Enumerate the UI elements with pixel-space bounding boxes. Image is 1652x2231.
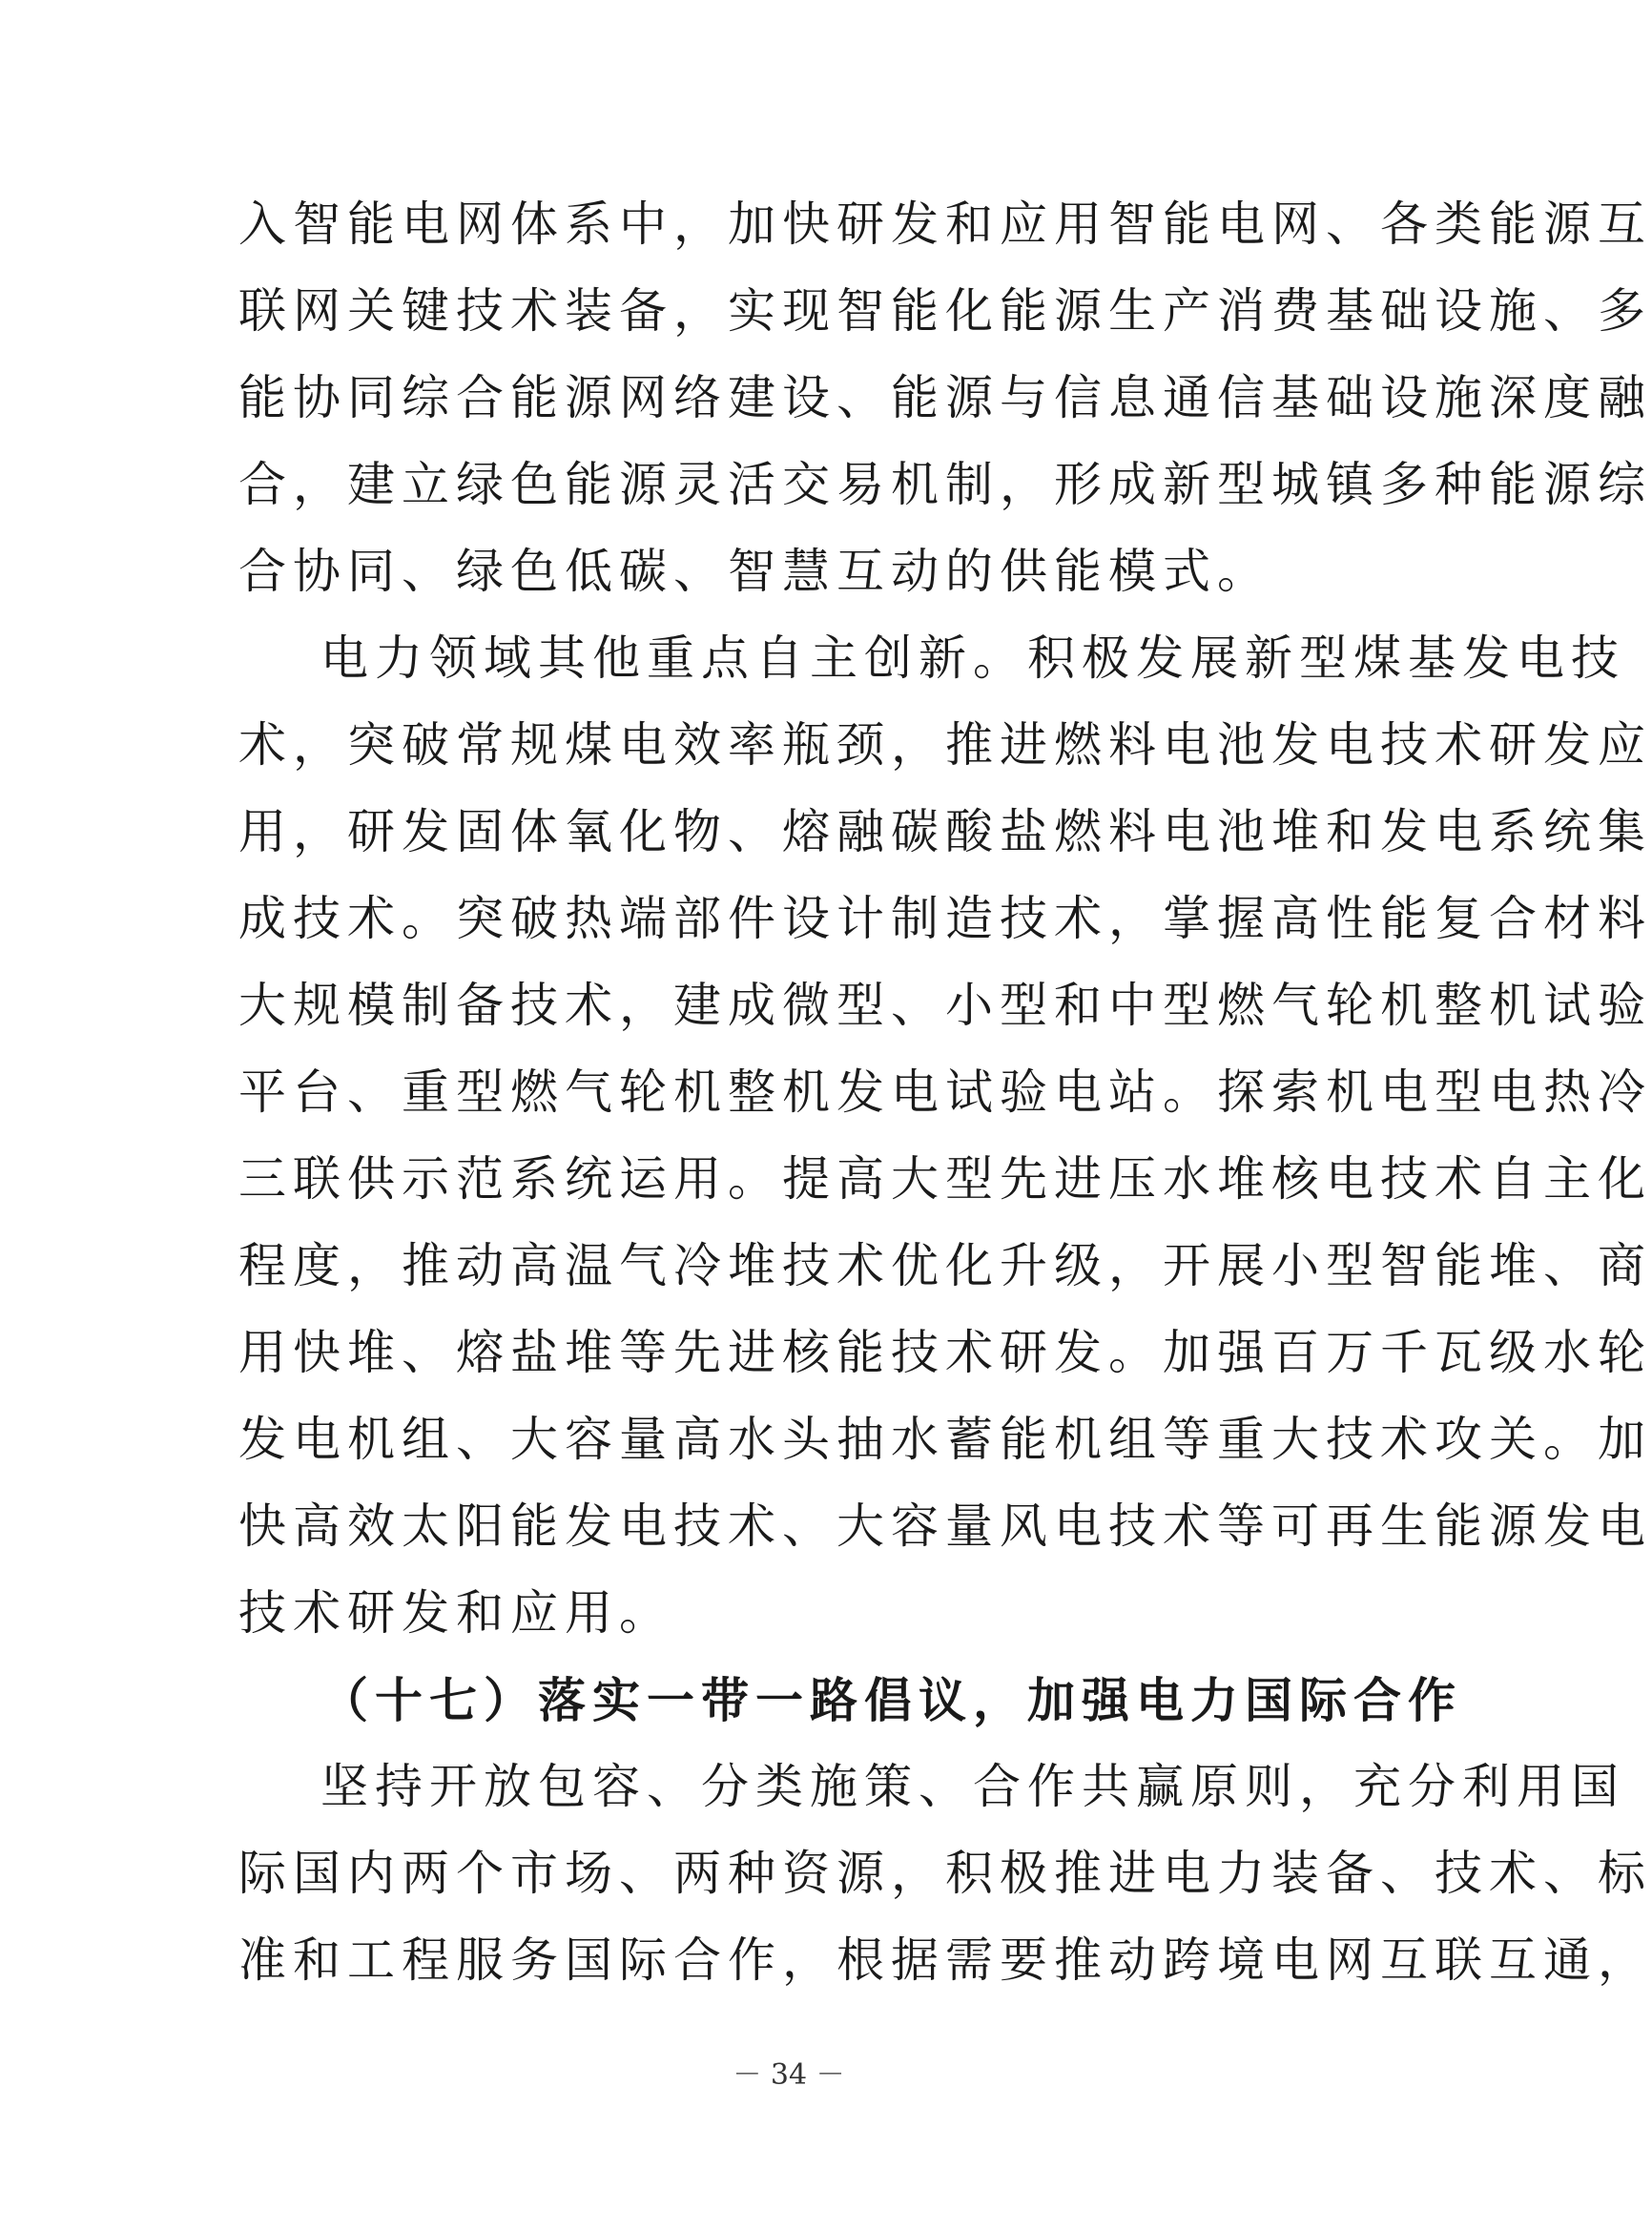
text-line-21: 准和工程服务国际合作，根据需要推动跨境电网互联互通， (238, 1932, 1652, 1988)
text-line-3: 能协同综合能源网络建设、能源与信息通信基础设施深度融 (238, 370, 1652, 425)
text-line-7: 术，突破常规煤电效率瓶颈，推进燃料电池发电技术研发应 (238, 717, 1652, 773)
text-line-4: 合，建立绿色能源灵活交易机制，形成新型城镇多种能源综 (238, 457, 1652, 512)
text-line-1: 入智能电网体系中，加快研发和应用智能电网、各类能源互 (238, 196, 1652, 252)
text-line-2: 联网关键技术装备，实现智能化能源生产消费基础设施、多 (238, 283, 1652, 339)
text-line-5: 合协同、绿色低碳、智慧互动的供能模式。 (238, 544, 1271, 599)
text-line-9: 成技术。突破热端部件设计制造技术，掌握高性能复合材料 (238, 891, 1652, 946)
text-line-8: 用，研发固体氧化物、熔融碳酸盐燃料电池堆和发电系统集 (238, 804, 1652, 859)
text-line-16: 快高效太阳能发电技术、大容量风电技术等可再生能源发电 (238, 1498, 1652, 1554)
text-line-13: 程度，推动高温气冷堆技术优化升级，开展小型智能堆、商 (238, 1238, 1652, 1293)
text-line-12: 三联供示范系统运用。提高大型先进压水堆核电技术自主化 (238, 1151, 1652, 1207)
text-line-15: 发电机组、大容量高水头抽水蓄能机组等重大技术攻关。加 (238, 1412, 1652, 1467)
text-line-6: 电力领域其他重点自主创新。积极发展新型煤基发电技 (320, 630, 1625, 686)
text-line-17: 技术研发和应用。 (238, 1585, 673, 1641)
text-line-10: 大规模制备技术，建成微型、小型和中型燃气轮机整机试验 (238, 978, 1652, 1033)
page-number: － 34 － (733, 2058, 845, 2092)
section-heading: （十七）落实一带一路倡议，加强电力国际合作 (320, 1672, 1462, 1728)
text-line-14: 用快堆、熔盐堆等先进核能技术研发。加强百万千瓦级水轮 (238, 1325, 1652, 1380)
text-line-20: 际国内两个市场、两种资源，积极推进电力装备、技术、标 (238, 1846, 1652, 1901)
text-line-11: 平台、重型燃气轮机整机发电试验电站。探索机电型电热冷 (238, 1064, 1652, 1120)
document-body (238, 181, 1652, 2041)
text-line-19: 坚持开放包容、分类施策、合作共赢原则，充分利用国 (320, 1759, 1625, 1814)
